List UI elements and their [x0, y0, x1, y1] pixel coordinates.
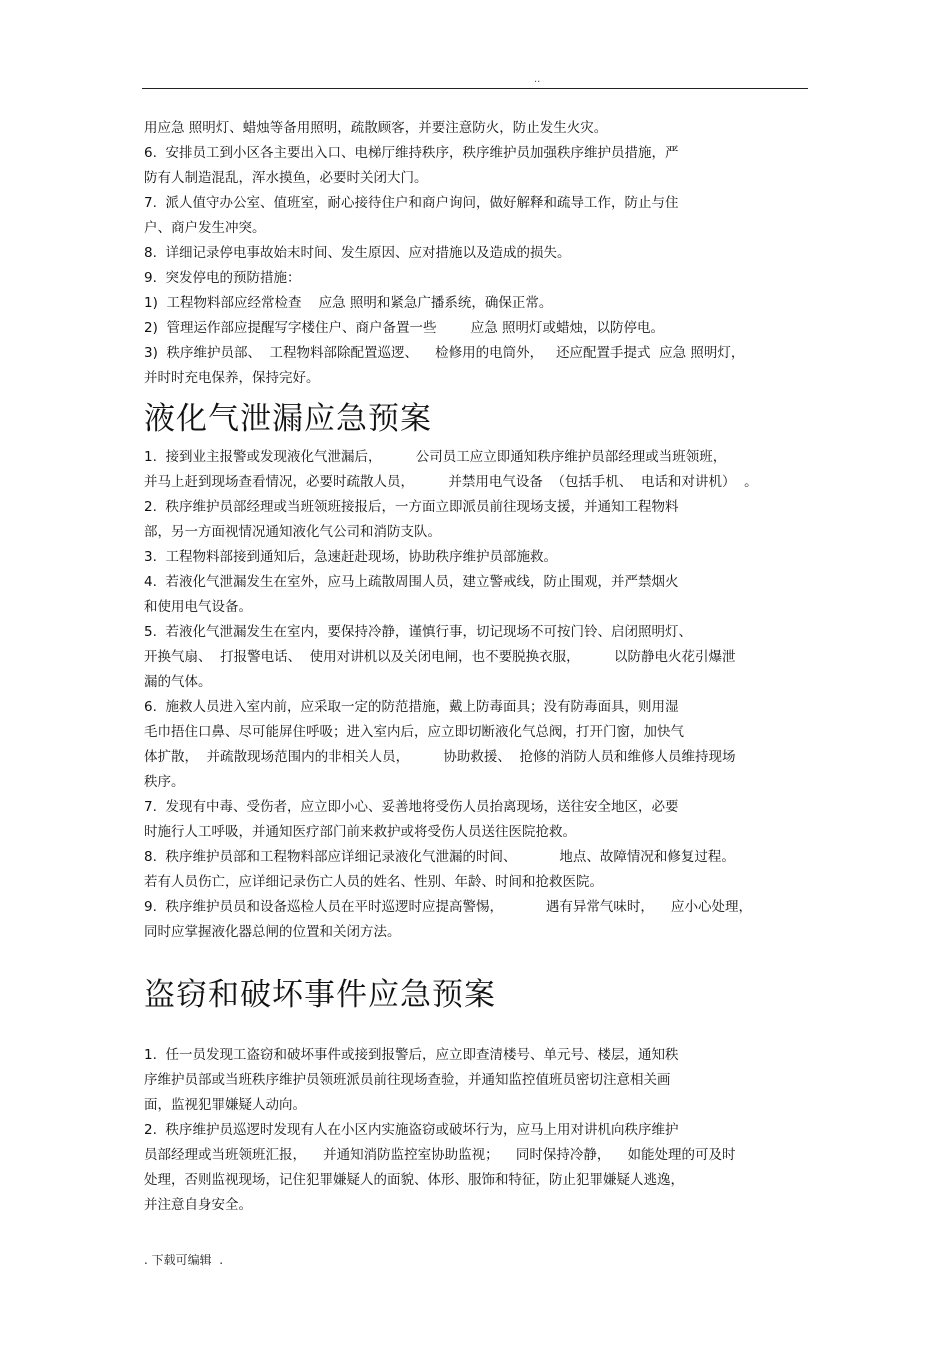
paragraph-line: 4. 若液化气泄漏发生在室外，应马上疏散周围人员，建立警戒线，防止围观，并严禁烟火	[144, 574, 679, 590]
paragraph-line: 并注意自身安全。	[144, 1197, 252, 1213]
paragraph-line: 防有人制造混乱，浑水摸鱼，必要时关闭大门。	[144, 170, 428, 186]
header-rule	[142, 88, 808, 89]
paragraph-line: 3) 秩序维护员部、 工程物料部除配置巡逻、 检修用的电筒外， 还应配置手提式 应急 照明灯，	[144, 345, 745, 361]
paragraph-line: 6. 施救人员进入室内前，应采取一定的防范措施，戴上防毒面具；没有防毒面具，则用湿	[144, 699, 679, 715]
paragraph-line: 部，另一方面视情况通知液化气公司和消防支队。	[144, 524, 441, 540]
paragraph-line: 7. 派人值守办公室、值班室，耐心接待住户和商户询问，做好解释和疏导工作，防止与住	[144, 195, 679, 211]
paragraph-line: 若有人员伤亡，应详细记录伤亡人员的姓名、性别、年龄、时间和抢救医院。	[144, 874, 603, 890]
section-heading: 盗窃和破坏事件应急预案	[144, 977, 496, 1013]
paragraph-line: 序维护员部或当班秩序维护员领班派员前往现场查验，并通知监控值班员密切注意相关画	[144, 1072, 671, 1088]
paragraph-line: 1. 接到业主报警或发现液化气泄漏后， 公司员工应立即通知秩序维护员部经理或当班领班，	[144, 449, 727, 465]
paragraph-line: 漏的气体。	[144, 674, 212, 690]
paragraph-line: 毛巾捂住口鼻、尽可能屏住呼吸；进入室内后，应立即切断液化气总阀，打开门窗，加快气	[144, 724, 684, 740]
paragraph-line: 户、商户发生冲突。	[144, 220, 266, 236]
footer-note: . 下载可编辑 .	[144, 1253, 224, 1267]
paragraph-line: 9. 秩序维护员员和设备巡检人员在平时巡逻时应提高警惕， 遇有异常气味时， 应小心处理，	[144, 899, 753, 915]
paragraph-line: 2) 管理运作部应提醒写字楼住户、商户备置一些 应急 照明灯或蜡烛，以防停电。	[144, 320, 665, 336]
paragraph-line: 3. 工程物料部接到通知后，急速赶赴现场，协助秩序维护员部施救。	[144, 549, 557, 565]
paragraph-line: 秩序。	[144, 774, 185, 790]
section-gas-leak	[144, 399, 814, 945]
section-power-outage-continued	[144, 116, 814, 391]
paragraph-line: 2. 秩序维护员巡逻时发现有人在小区内实施盗窃或破坏行为，应马上用对讲机向秩序维护	[144, 1122, 679, 1138]
paragraph-line: 和使用电气设备。	[144, 599, 252, 615]
paragraph-line: 处理，否则监视现场，记住犯罪嫌疑人的面貌、体形、服饰和特征，防止犯罪嫌疑人逃逸，	[144, 1172, 684, 1188]
paragraph-line: 体扩散， 并疏散现场范围内的非相关人员， 协助救援、 抢修的消防人员和维修人员维持现场	[144, 749, 736, 765]
paragraph-line: 8. 秩序维护员部和工程物料部应详细记录液化气泄漏的时间、 地点、故障情况和修复过程。	[144, 849, 735, 865]
paragraph-line: 时施行人工呼吸，并通知医疗部门前来救护或将受伤人员送往医院抢救。	[144, 824, 576, 840]
paragraph-line: 6. 安排员工到小区各主要出入口、电梯厅维持秩序，秩序维护员加强秩序维护员措施，严	[144, 145, 679, 161]
paragraph-line: 开换气扇、 打报警电话、 使用对讲机以及关闭电闸，也不要脱换衣服， 以防静电火花引爆泄	[144, 649, 736, 665]
document-body	[144, 116, 814, 1218]
paragraph-line: 面，监视犯罪嫌疑人动向。	[144, 1097, 306, 1113]
header-mark: ..	[534, 74, 541, 85]
paragraph-line: 同时应掌握液化器总闸的位置和关闭方法。	[144, 924, 401, 940]
paragraph-line: 2. 秩序维护员部经理或当班领班接报后，一方面立即派员前往现场支援，并通知工程物料	[144, 499, 679, 515]
paragraph-line: 并马上赶到现场查看情况，必要时疏散人员， 并禁用电气设备 （包括手机、 电话和对讲机） 。	[144, 474, 758, 490]
paragraph-line: 7. 发现有中毒、受伤者，应立即小心、妥善地将受伤人员抬离现场，送往安全地区，必要	[144, 799, 679, 815]
paragraph-line: 1) 工程物料部应经常检查 应急 照明和紧急广播系统，确保正常。	[144, 295, 553, 311]
paragraph-line: 5. 若液化气泄漏发生在室内，要保持冷静，谨慎行事，切记现场不可按门铃、启闭照明灯、	[144, 624, 692, 640]
paragraph-line: 1. 任一员发现工盗窃和破坏事件或接到报警后，应立即查清楼号、单元号、楼层，通知秩	[144, 1047, 679, 1063]
paragraph-line: 并时时充电保养，保持完好。	[144, 370, 320, 386]
paragraph-line: 员部经理或当班领班汇报， 并通知消防监控室协助监视； 同时保持冷静， 如能处理的可及时	[144, 1147, 736, 1163]
paragraph-line: 8. 详细记录停电事故始末时间、发生原因、应对措施以及造成的损失。	[144, 245, 571, 261]
section-theft-vandalism	[144, 975, 814, 1218]
section-heading: 液化气泄漏应急预案	[144, 401, 432, 437]
paragraph-line: 9. 突发停电的预防措施：	[144, 270, 301, 286]
paragraph-line: 用应急 照明灯、蜡烛等备用照明，疏散顾客，并要注意防火，防止发生火灾。	[144, 120, 608, 136]
